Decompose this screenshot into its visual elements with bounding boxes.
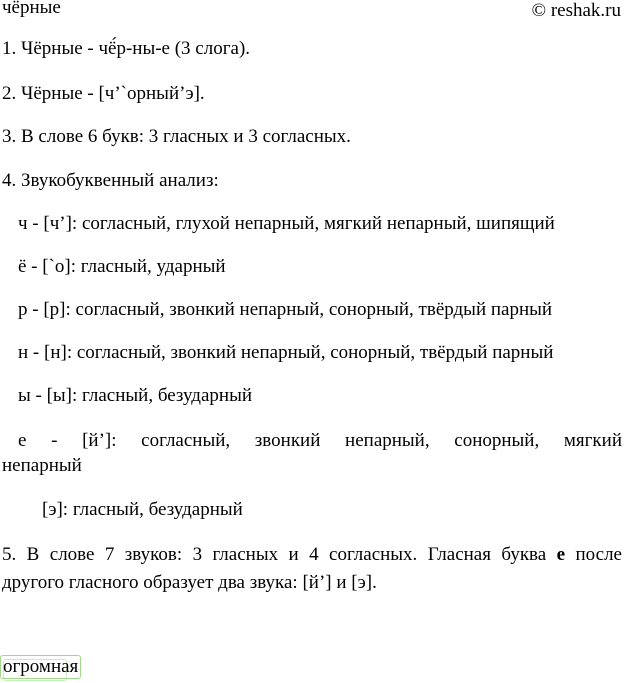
letter-analysis-y: ы - [ы]: гласный, безударный <box>18 385 253 406</box>
item-transcription: 2. Чёрные - [ч’`орный’э]. <box>2 83 205 104</box>
item-sound-count-after: после <box>575 544 622 565</box>
letter-analysis-r: р - [р]: согласный, звонкий непарный, сонорный, твёрдый парный <box>18 299 553 320</box>
letter-analysis-e-sound2: [э]: гласный, безударный <box>42 499 243 520</box>
item-sound-count-line2: другого гласного образует два звука: [й’] и [э]. <box>2 572 377 593</box>
highlighted-letter-e: е <box>556 544 566 565</box>
letter-analysis-n: н - [н]: согласный, звонкий непарный, сонорный, твёрдый парный <box>18 342 554 363</box>
watermark: © reshak.ru <box>531 0 621 21</box>
item-sound-count-text: 5. В слове 7 звуков: 3 гласных и 4 согласных. Гласная буква <box>2 544 547 565</box>
letter-analysis-e-line1: е - [й’]: согласный, звонкий непарный, сонорный, мягкий <box>18 430 622 451</box>
item-sound-count-line1 <box>2 542 622 568</box>
word-title: чёрные <box>2 0 61 18</box>
item-letter-count: 3. В слове 6 букв: 3 гласных и 3 согласных. <box>2 126 351 147</box>
item-analysis-heading: 4. Звукобуквенный анализ: <box>2 170 219 191</box>
letter-analysis-e-line2: непарный <box>2 455 82 476</box>
letter-analysis-ch: ч - [ч’]: согласный, глухой непарный, мягкий непарный, шипящий <box>18 213 555 234</box>
next-word-link[interactable]: огромная <box>0 655 81 679</box>
letter-analysis-yo: ё - [`о]: гласный, ударный <box>18 256 226 277</box>
item-syllables: 1. Чёрные - чё́р-ны-е (3 слога). <box>2 38 251 59</box>
